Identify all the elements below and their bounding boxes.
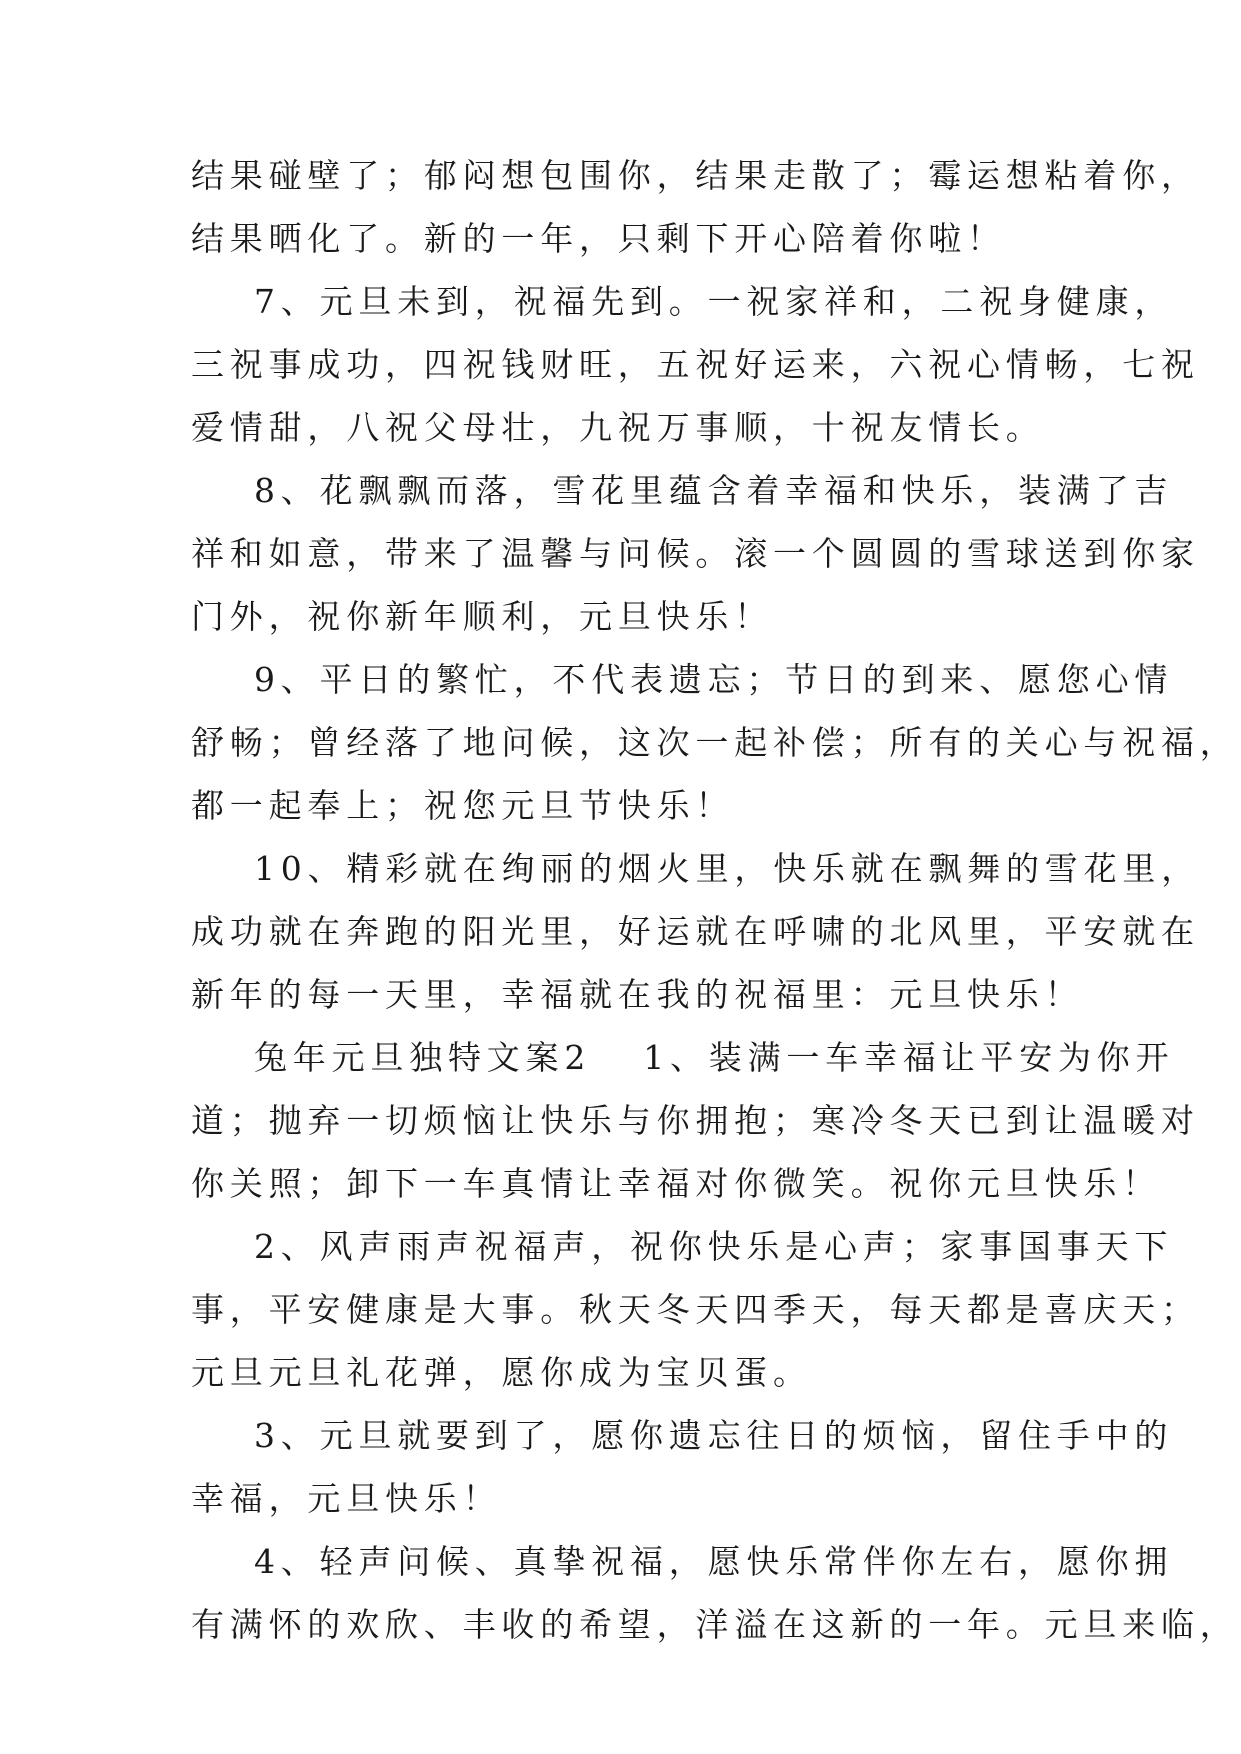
paragraph-start-8: 8、花飘飘而落，雪花里蕴含着幸福和快乐，装满了吉 <box>254 471 1174 510</box>
section-heading-line <box>191 1038 1175 1078</box>
text-line: 结果晒化了。新的一年，只剩下开心陪着你啦！ <box>191 219 1006 258</box>
document-body <box>191 156 1239 1668</box>
text-line: 结果碰壁了；郁闷想包围你，结果走散了；霉运想粘着你， <box>191 156 1200 195</box>
paragraph-start-10: 10、精彩就在绚丽的烟火里，快乐就在飘舞的雪花里， <box>254 849 1200 888</box>
paragraph-start-1: 1、装满一车幸福让平安为你开 <box>643 1038 1175 1077</box>
paragraph-start-3: 3、元旦就要到了，愿你遗忘往日的烦恼，留住手中的 <box>254 1416 1174 1455</box>
paragraph-start-7: 7、元旦未到，祝福先到。一祝家祥和，二祝身健康， <box>254 282 1174 321</box>
text-line: 都一起奉上；祝您元旦节快乐！ <box>191 786 735 825</box>
text-line: 三祝事成功，四祝钱财旺，五祝好运来，六祝心情畅，七祝 <box>191 345 1200 384</box>
text-line: 幸福，元旦快乐！ <box>191 1479 502 1518</box>
section-heading: 兔年元旦独特文案2 <box>254 1038 592 1077</box>
text-line: 新年的每一天里，幸福就在我的祝福里：元旦快乐！ <box>191 975 1084 1014</box>
text-line: 事，平安健康是大事。秋天冬天四季天，每天都是喜庆天； <box>191 1290 1200 1329</box>
text-line: 爱情甜，八祝父母壮，九祝万事顺，十祝友情长。 <box>191 408 1045 447</box>
text-line: 门外，祝你新年顺利，元旦快乐！ <box>191 597 773 636</box>
text-line: 你关照；卸下一车真情让幸福对你微笑。祝你元旦快乐！ <box>191 1164 1161 1203</box>
paragraph-start-2: 2、风声雨声祝福声，祝你快乐是心声；家事国事天下 <box>254 1227 1174 1266</box>
paragraph-start-4: 4、轻声问候、真挚祝福，愿快乐常伴你左右，愿你拥 <box>254 1542 1174 1581</box>
text-line: 祥和如意，带来了温馨与问候。滚一个圆圆的雪球送到你家 <box>191 534 1200 573</box>
text-line: 元旦元旦礼花弹，愿你成为宝贝蛋。 <box>191 1353 812 1392</box>
text-line: 舒畅；曾经落了地问候，这次一起补偿；所有的关心与祝福， <box>191 723 1239 762</box>
text-line: 成功就在奔跑的阳光里，好运就在呼啸的北风里，平安就在 <box>191 912 1200 951</box>
text-line: 道；抛弃一切烦恼让快乐与你拥抱；寒冷冬天已到让温暖对 <box>191 1101 1200 1140</box>
paragraph-start-9: 9、平日的繁忙，不代表遗忘；节日的到来、愿您心情 <box>254 660 1174 699</box>
text-line: 有满怀的欢欣、丰收的希望，洋溢在这新的一年。元旦来临， <box>191 1605 1239 1644</box>
